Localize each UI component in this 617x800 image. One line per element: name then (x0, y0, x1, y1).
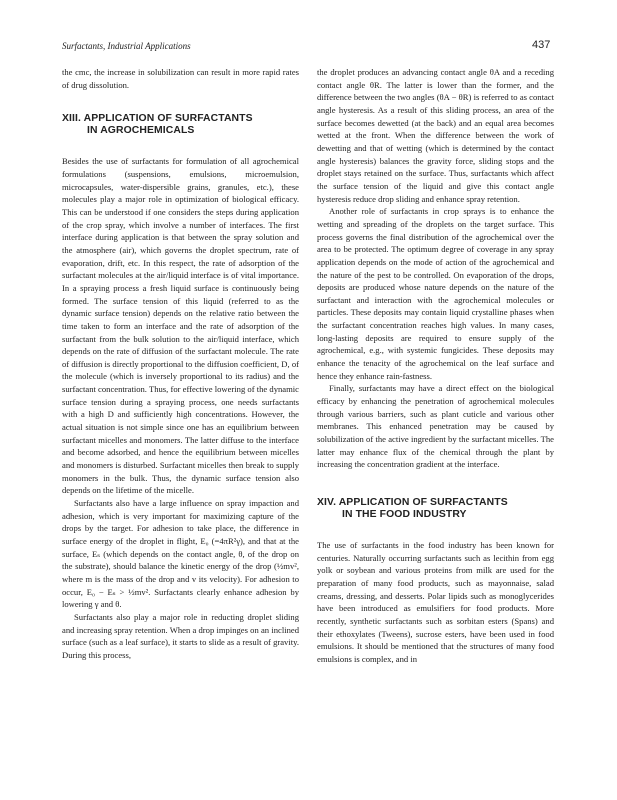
section-14-number: XIV. (317, 497, 337, 508)
section-13-title-line2: IN AGROCHEMICALS (87, 125, 195, 137)
section-13-number: XIII. (62, 113, 81, 125)
agro-paragraph-3: Surfactants also play a major role in reducting droplet sliding and increasing spray retention. When a drop impinges on an inclined surface (such as a leaf surface), it starts to slide as a result of gravity. During this process, (62, 611, 299, 660)
agro-paragraph-2: Surfactants also have a large influence on spray impaction and adhesion, which is very important for maximizing capture of the drops by the target. For adhesion to take place, the difference in surface energy of the droplet in flight, E₀ (=4πR²γ), and that at the surface, Eₛ (which depends on the contact angle, θ, of the drop on the substrate), should balance the kinetic energy of the drop (½mv², where m is the mass of the drop and v its velocity). For adhesion to occur, E₀ − Eₛ > ½mv². Surfactants clearly enhance adhesion by lowering γ and θ. (62, 498, 299, 610)
section-13-title-line1: APPLICATION OF SURFACTANTS (83, 113, 253, 125)
section-13-heading (62, 113, 299, 137)
section-14-title-line2: IN THE FOOD INDUSTRY (342, 509, 467, 520)
page-number: 437 (532, 39, 551, 51)
section-14-heading (317, 497, 554, 521)
section-14-title-line1: APPLICATION OF SURFACTANTS (338, 497, 508, 508)
right-column (317, 66, 554, 666)
left-column (62, 66, 299, 662)
agro-paragraph-4: the droplet produces an advancing contact angle θA and a receding contact angle θR. The latter is lower than the former, and the difference between the two angles (θA − θR) is referred to as contact angle hysteresis. As a result of this sliding process, an area of the surface becomes dewetted (at the back) and an equal area becomes wetted at the front. When the difference between the work of dewetting and that of wetting (which is determined by the contact angle hysteresis) balances the gravity force, sliding stops and the droplet stays retained on the surface. Thus, surfactants which affect the surface tension of the liquid and give this contact angle hysteresis reduce drop sliding and enhance spray retention. (317, 67, 554, 204)
intro-paragraph: the cmc, the increase in solubilization can result in more rapid rates of drug dissolution. (62, 67, 299, 90)
running-title: Surfactants, Industrial Applications (62, 41, 191, 51)
agro-paragraph-6: Finally, surfactants may have a direct effect on the biological efficacy by enhancing the penetration of agrochemical molecules through various barriers, such as plant cuticle and various other membranes. This enhanced penetration may be caused by solubilization of the active ingredient by the surfactant micelles. The latter may enhance flux of the chemical through the plant by increasing the concentration gradient at the interface. (317, 383, 554, 470)
food-paragraph-1: The use of surfactants in the food industry has been known for centuries. Naturally occurring surfactants such as lecithin from egg yolk or soybean and various proteins from milk are used for the preparation of many food products, such as mayonnaise, salad creams, dressing, and desserts. Polar lipids such as monoglycerides have been introduced as emulsifiers for food products. More recently, synthetic surfactants such as sorbitan esters (Spans) and their ethoxylates (Tweens), sucrose esters, have been used in food emulsions. It should be mentioned that the structures of many food emulsions is complex, and in (317, 540, 554, 664)
agro-paragraph-1: Besides the use of surfactants for formulation of all agrochemical formulations (suspensions, emulsions, microemulsion, microcapsules, water-dispersible grains, granules, etc.), these molecules play a major role in optimization of biological efficacy. This can be understood if one considers the steps during application of the crop spray, which involve a number of interfaces. The first interface during application is that between the spray solution and the atmosphere (air), which governs the droplet spectrum, rate of evaporation, drift, etc. In this respect, the rate of adsorption of the surfactant molecules at the air/liquid interface is of vital importance. In a spraying process a fresh liquid surface is continuously being formed. The surface tension of this liquid (referred to as the dynamic surface tension) depends on the relative ratio between the time taken to form an interface and the rate of adsorption of the surfactant from the bulk solution to the air/liquid interface, which depends on the rate of diffusion of the surfactant molecule. The rate of diffusion is directly proportional to the diffusion coefficient, D, of the molecule (which is inversely proportional to its radius) and the surfactant concentration. Thus, for effective lowering of the dynamic surface tension during a spraying process, one needs surfactants with a high D and sufficiently high concentrations. However, the actual situation is not simple since one has an equilibrium between surfactant micelles and monomers. The latter diffuse to the interface and become adsorbed, and hence the equilibrium between micelles and monomers is disturbed. Surfactant micelles then break to supply monomers in the bulk. Thus, the dynamic surface tension also depends on the lifetime of the micelle. (62, 156, 299, 496)
agro-paragraph-5: Another role of surfactants in crop sprays is to enhance the wetting and spreading of the droplets on the target surface. This process governs the final distribution of the agrochemical over the area to be protected. The optimum degree of coverage in any spray application depends on the mode of action of the agrochemical and the nature of the pest to be controlled. On evaporation of the drops, deposits are produced whose nature depends on the nature of the surfactant and interaction with the agrochemical molecules or particles. These deposits may contain liquid crystalline phases when the surfactant concentration reaches high values. In many cases, long-lasting deposits are required to ensure supply of the agrochemical, e.g., with systemic fungicides. These deposits may enhance the tenacity of the agrochemical on the leaf surface and hence they enhance rain-fastness. (317, 206, 554, 381)
